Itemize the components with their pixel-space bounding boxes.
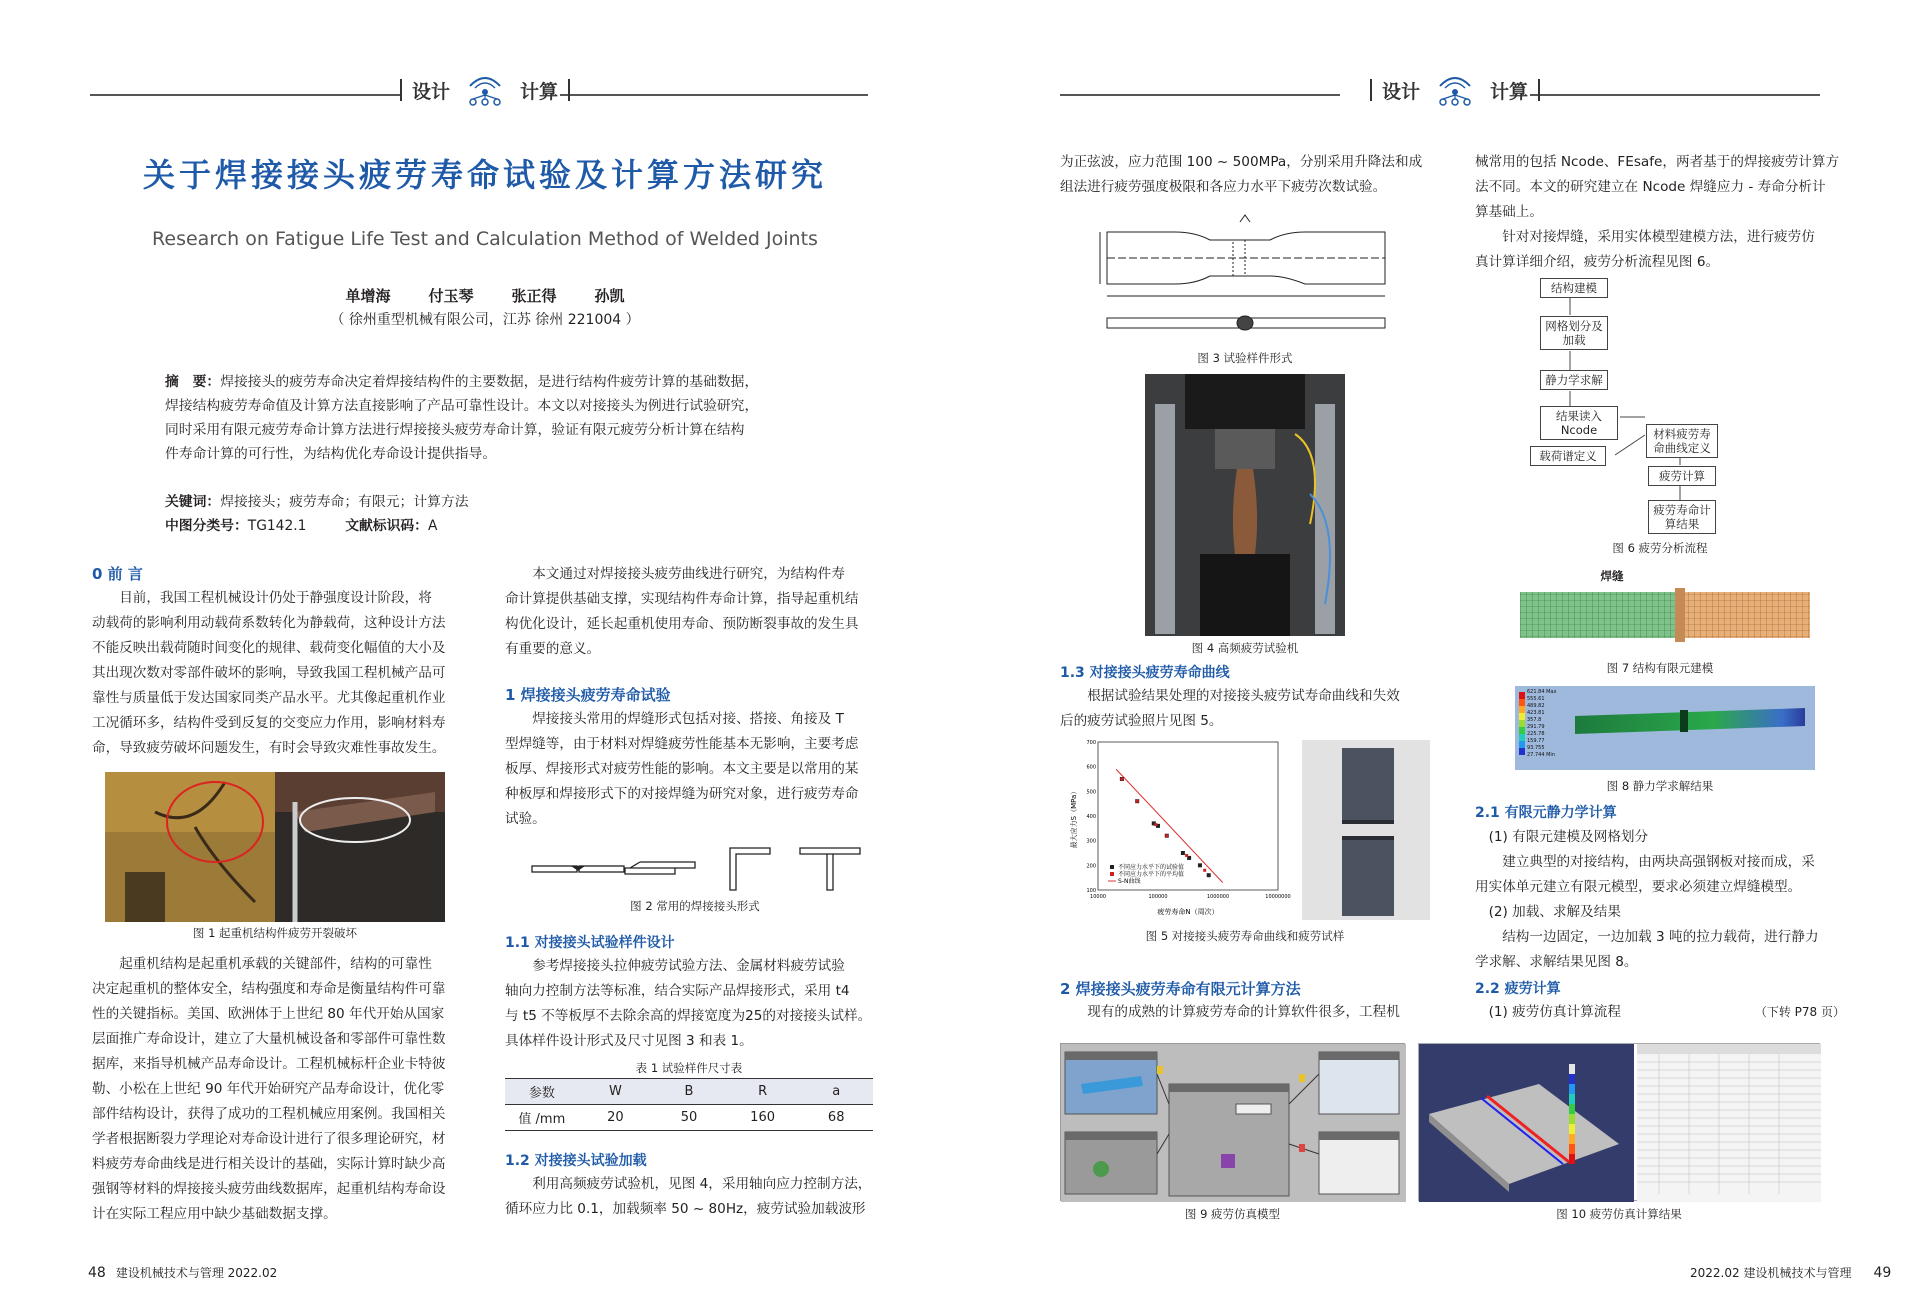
- keywords: 关键词：焊接接头；疲劳寿命；有限元；计算方法: [165, 494, 469, 510]
- fig10-caption: 图 10 疲劳仿真计算结果: [1556, 1207, 1682, 1221]
- flow-step-static-solve: 静力学求解: [1540, 370, 1608, 390]
- author: 张正得: [511, 287, 557, 305]
- section-heading-2-2: 2.2 疲劳计算: [1475, 981, 1561, 997]
- fig6-flowchart-connectors: [1530, 275, 1750, 535]
- legend-marker: [1110, 872, 1114, 876]
- cloud-network-icon: [1430, 72, 1480, 108]
- table-row: 值 /mm 20 50 160 68: [505, 1105, 873, 1131]
- article-subtitle-en: Research on Fatigue Life Test and Calculation Method of Welded Joints: [152, 228, 818, 250]
- fig2-caption: 图 2 常用的焊接接头形式: [630, 899, 760, 913]
- cloud-network-icon: [460, 72, 510, 108]
- page-footer-left: [88, 1264, 277, 1281]
- fig5-sn-chart: [1068, 738, 1291, 918]
- fig8-caption: 图 8 静力学求解结果: [1606, 779, 1714, 793]
- section2-1-paragraph: (1) 有限元建模及网格划分 建立典型的对接结构，由两块高强钢板对接而成，采 用实体单元建立有限元模型，要求必须建立焊缝模型。 (2) 加载、求解及结果 结构一边固定，一边加载 3 吨的拉力载荷，进行静力 学求解、求解结果见图 8。: [1475, 829, 1819, 970]
- section-heading-1-3: 1.3 对接接头疲劳寿命曲线: [1060, 665, 1230, 681]
- chart-y-axis-label: 最大应力S（MPa）: [1070, 787, 1078, 849]
- data-point-test: [1207, 873, 1211, 877]
- data-point-mean: [1165, 834, 1168, 837]
- page-footer-right: [1690, 1264, 1891, 1281]
- section2-2-paragraph: (1) 疲劳仿真计算流程 （下转 P78 页）: [1475, 1000, 1845, 1025]
- section1-paragraph: 焊接接头常用的焊缝形式包括对接、搭接、角接及 T 型焊缝等，由于材料对焊缝疲劳性能基本无影响，主要考虑 板厚、焊接形式对疲劳性能的影响。本文主要是以常用的某 种板厚和焊接形式下的对接焊缝为研究对象，进行疲劳寿命 试验。: [505, 711, 859, 827]
- fig1-crack-photo: [105, 772, 445, 922]
- x-tick-label: 100000: [1148, 894, 1168, 900]
- flow-step-load-spectrum: 载荷谱定义: [1530, 446, 1606, 466]
- section-heading-2-1: 2.1 有限元静力学计算: [1475, 805, 1617, 821]
- fig5-failed-specimen-photo: [1302, 740, 1430, 920]
- col2-paragraph-1: 本文通过对焊接接头疲劳曲线进行研究，为结构件寿 命计算提供基础支撑，实现结构件寿命计算，指导起重机结 构优化设计，延长起重机使用寿命、预防断裂事故的发生具 有重要的意义。: [505, 566, 859, 657]
- table-header-row: 参数 W B R a: [505, 1079, 873, 1105]
- author-list: [100, 285, 870, 306]
- header-logo: [1370, 72, 1540, 108]
- header-rule-left: [90, 94, 400, 96]
- legend-marker: [1110, 865, 1114, 869]
- x-tick-label: 1000000: [1206, 894, 1230, 900]
- flow-step-material-curve: 材料疲劳寿命曲线定义: [1646, 424, 1718, 458]
- legend-label: 不同应力水平下的试验值: [1118, 864, 1185, 871]
- col2-paragraph-2: 针对对接焊缝，采用实体模型建模方法，进行疲劳仿 真计算详细介绍，疲劳分析流程见图 6。: [1475, 229, 1815, 270]
- header-label-calc: 计算: [520, 80, 559, 103]
- section1-2-paragraph: 利用高频疲劳试验机，见图 4，采用轴向应力控制方法， 循环应力比 0.1，加载频率 50 ~ 80Hz，疲劳试验加载波形: [505, 1176, 872, 1217]
- section1-1-paragraph: 参考焊接接头拉伸疲劳试验方法、金属材料疲劳试验 轴向力控制方法等标准，结合实际产品焊接形式，采用 t4 与 t5 不等板厚不去除余高的焊接宽度为25的对接接头试样。 具体样件设计形式及尺寸见图 3 和表 1。: [505, 958, 872, 1049]
- section0-paragraph-1: 目前，我国工程机械设计仍处于静强度设计阶段，将 动载荷的影响利用动载荷系数转化为静载荷，这种设计方法 不能反映出载荷随时间变化的规律、载荷变化幅值的大小及 其出现次数对零部件破坏的影响，导致我国工程机械产品可 靠性与质量低于发达国家同类产品水平。尤其像起重机作业 工况循环多，结构件受到反复的交变应力作用，影响材料寿 命，导致疲劳破坏问题发生，有时会导致灾难性事故发生。: [92, 590, 446, 756]
- fig5-caption: 图 5 对接接头疲劳寿命曲线和疲劳试样: [1145, 929, 1345, 943]
- page-number: 49: [1873, 1265, 1892, 1281]
- section1-3-paragraph: 根据试验结果处理的对接接头疲劳试寿命曲线和失效 后的疲劳试验照片见图 5。: [1060, 688, 1400, 729]
- section0-paragraph-2: 起重机结构是起重机承载的关键部件，结构的可靠性 决定起重机的整体安全，结构强度和寿命是衡量结构件可靠 性的关键指标。美国、欧洲体于上世纪 80 年代开始从国家 层面推广寿命设计，建立了大量机械设备和零部件可靠性数 据库，来指导机械产品寿命设计。工程机械标杆企业卡特彼 勒、小松在上世纪 90 年代开始研究产品寿命设计，优化零 部件结构设计，获得了成功的工程机械应用案例。我国相关 学者根据断裂力学理论对寿命设计进行了很多理论研究，材 料疲劳寿命曲线是进行相关设计的基础，实际计算时缺少高 强钢等材料的焊接接头疲劳曲线数据库，起重机结构寿命设 计在实际工程应用中缺少基础数据支撑。: [92, 956, 446, 1222]
- y-tick-label: 400: [1086, 814, 1096, 820]
- section2-paragraph: 现有的成熟的计算疲劳寿命的计算软件很多，工程机: [1087, 1004, 1400, 1020]
- y-tick-label: 600: [1086, 764, 1096, 771]
- flow-step-fatigue-calc: 疲劳计算: [1648, 466, 1716, 486]
- table1: [505, 1078, 873, 1131]
- header-label-design: 设计: [412, 80, 451, 103]
- fig7-weld-label: 焊缝: [1600, 569, 1624, 583]
- article-title: 关于焊接接头疲劳寿命试验及计算方法研究: [142, 156, 827, 194]
- data-point-mean: [1203, 869, 1206, 872]
- abstract: 摘 要：焊接接头的疲劳寿命决定着焊接结构件的主要数据，是进行结构件疲劳计算的基础数据， 焊接结构疲劳寿命值及计算方法直接影响了产品可靠性设计。本文以对接接头为例进行试验研究， 同时采用有限元疲劳寿命计算方法进行焊接接头疲劳寿命计算，验证有限元疲劳分析计算在结构 件寿命计算的可行性，为结构优化寿命设计提供指导。: [165, 374, 759, 462]
- author: 付玉琴: [428, 287, 474, 305]
- journal-name: 建设机械技术与管理 2022.02: [115, 1266, 278, 1280]
- legend-label: 不同应力水平下的平均值: [1118, 871, 1185, 878]
- fig3-caption: 图 3 试验样件形式: [1197, 351, 1293, 365]
- legend-colorbar: [1519, 692, 1525, 755]
- fig10-fatigue-result-screenshot: [1418, 1043, 1820, 1201]
- section-heading-1-1: 1.1 对接接头试验样件设计: [505, 935, 675, 951]
- data-point-mean: [1136, 800, 1139, 803]
- continued-note: （下转 P78 页）: [1754, 1005, 1845, 1019]
- x-tick-label: 10000: [1090, 894, 1106, 900]
- fig1-caption: 图 1 起重机结构件疲劳开裂破坏: [192, 926, 358, 940]
- y-tick-label: 300: [1086, 838, 1096, 845]
- fig4-caption: 图 4 高频疲劳试验机: [1191, 641, 1299, 655]
- y-tick-label: 200: [1086, 863, 1096, 870]
- affiliation: （ 徐州重型机械有限公司，江苏 徐州 221004 ）: [330, 312, 640, 328]
- section-heading-1: 1 焊接接头疲劳寿命试验: [505, 686, 671, 704]
- journal-name: 2022.02 建设机械技术与管理: [1690, 1266, 1852, 1280]
- y-tick-label: 700: [1086, 740, 1096, 746]
- fig7-fe-mesh: [1520, 588, 1810, 642]
- fig9-simulation-model-screenshot: [1060, 1043, 1405, 1201]
- section-heading-1-2: 1.2 对接接头试验加载: [505, 1153, 647, 1169]
- data-point-mean: [1185, 854, 1188, 857]
- data-point-mean: [1120, 778, 1123, 781]
- y-tick-label: 100: [1086, 888, 1096, 894]
- author: 孙凯: [594, 287, 625, 305]
- y-tick-label: 500: [1086, 789, 1096, 796]
- section-heading-0: 0 前 言: [92, 565, 143, 583]
- page-49: [960, 0, 1920, 1303]
- abstract-label: 摘 要：: [165, 374, 221, 390]
- section-heading-2: 2 焊接接头疲劳寿命有限元计算方法: [1060, 980, 1301, 998]
- flow-step-meshing: 网格划分及加载: [1540, 316, 1608, 350]
- fig3-specimen-drawing: [1095, 210, 1395, 340]
- data-point-test: [1181, 851, 1185, 855]
- flow-step-fatigue-result: 疲劳寿命计算结果: [1648, 500, 1716, 534]
- col1-paragraph-1: 为正弦波，应力范围 100 ~ 500MPa，分别采用升降法和成 组法进行疲劳强度极限和各应力水平下疲劳次数试验。: [1060, 154, 1423, 195]
- flow-step-modeling: 结构建模: [1540, 278, 1608, 298]
- header-label-design: 设计: [1382, 80, 1421, 103]
- fig9-caption: 图 9 疲劳仿真模型: [1184, 1207, 1281, 1221]
- fig8-stress-result: [1515, 686, 1815, 770]
- table1-caption: 表 1 试验样件尺寸表: [635, 1061, 743, 1075]
- fig2-joint-forms: [530, 838, 860, 894]
- fig8-legend-values: 621.84 Max 555.61 489.82 423.81 357.8 291.79 225.78 159.77 93.755 27.744 Min: [1527, 689, 1557, 758]
- fig6-caption: 图 6 疲劳分析流程: [1612, 541, 1708, 555]
- data-point-test: [1198, 863, 1202, 867]
- author: 单增海: [345, 287, 391, 305]
- col2-paragraph-1: 械常用的包括 Ncode、FEsafe，两者基于的焊接疲劳计算方 法不同。本文的研究建立在 Ncode 焊缝应力 - 寿命分析计 算基础上。: [1475, 154, 1840, 220]
- header-rule-left: [1060, 94, 1340, 96]
- header-rule-right: [560, 94, 868, 96]
- chart-x-axis-label: 疲劳寿命N（周次）: [1157, 908, 1219, 916]
- fig7-caption: 图 7 结构有限元建模: [1606, 661, 1714, 675]
- classification: 中图分类号：TG142.1 文献标识码：A: [165, 518, 438, 534]
- x-tick-label: 10000000: [1265, 894, 1291, 900]
- data-point-mean: [1154, 823, 1157, 826]
- header-rule-right: [1530, 94, 1820, 96]
- header-label-calc: 计算: [1490, 80, 1529, 103]
- header-logo: [400, 72, 570, 108]
- legend-label: S-N曲线: [1118, 878, 1141, 885]
- page-number: 48: [88, 1265, 106, 1281]
- flow-step-read-ncode: 结果读入 Ncode: [1540, 406, 1618, 440]
- fig4-fatigue-machine-photo: [1145, 374, 1345, 636]
